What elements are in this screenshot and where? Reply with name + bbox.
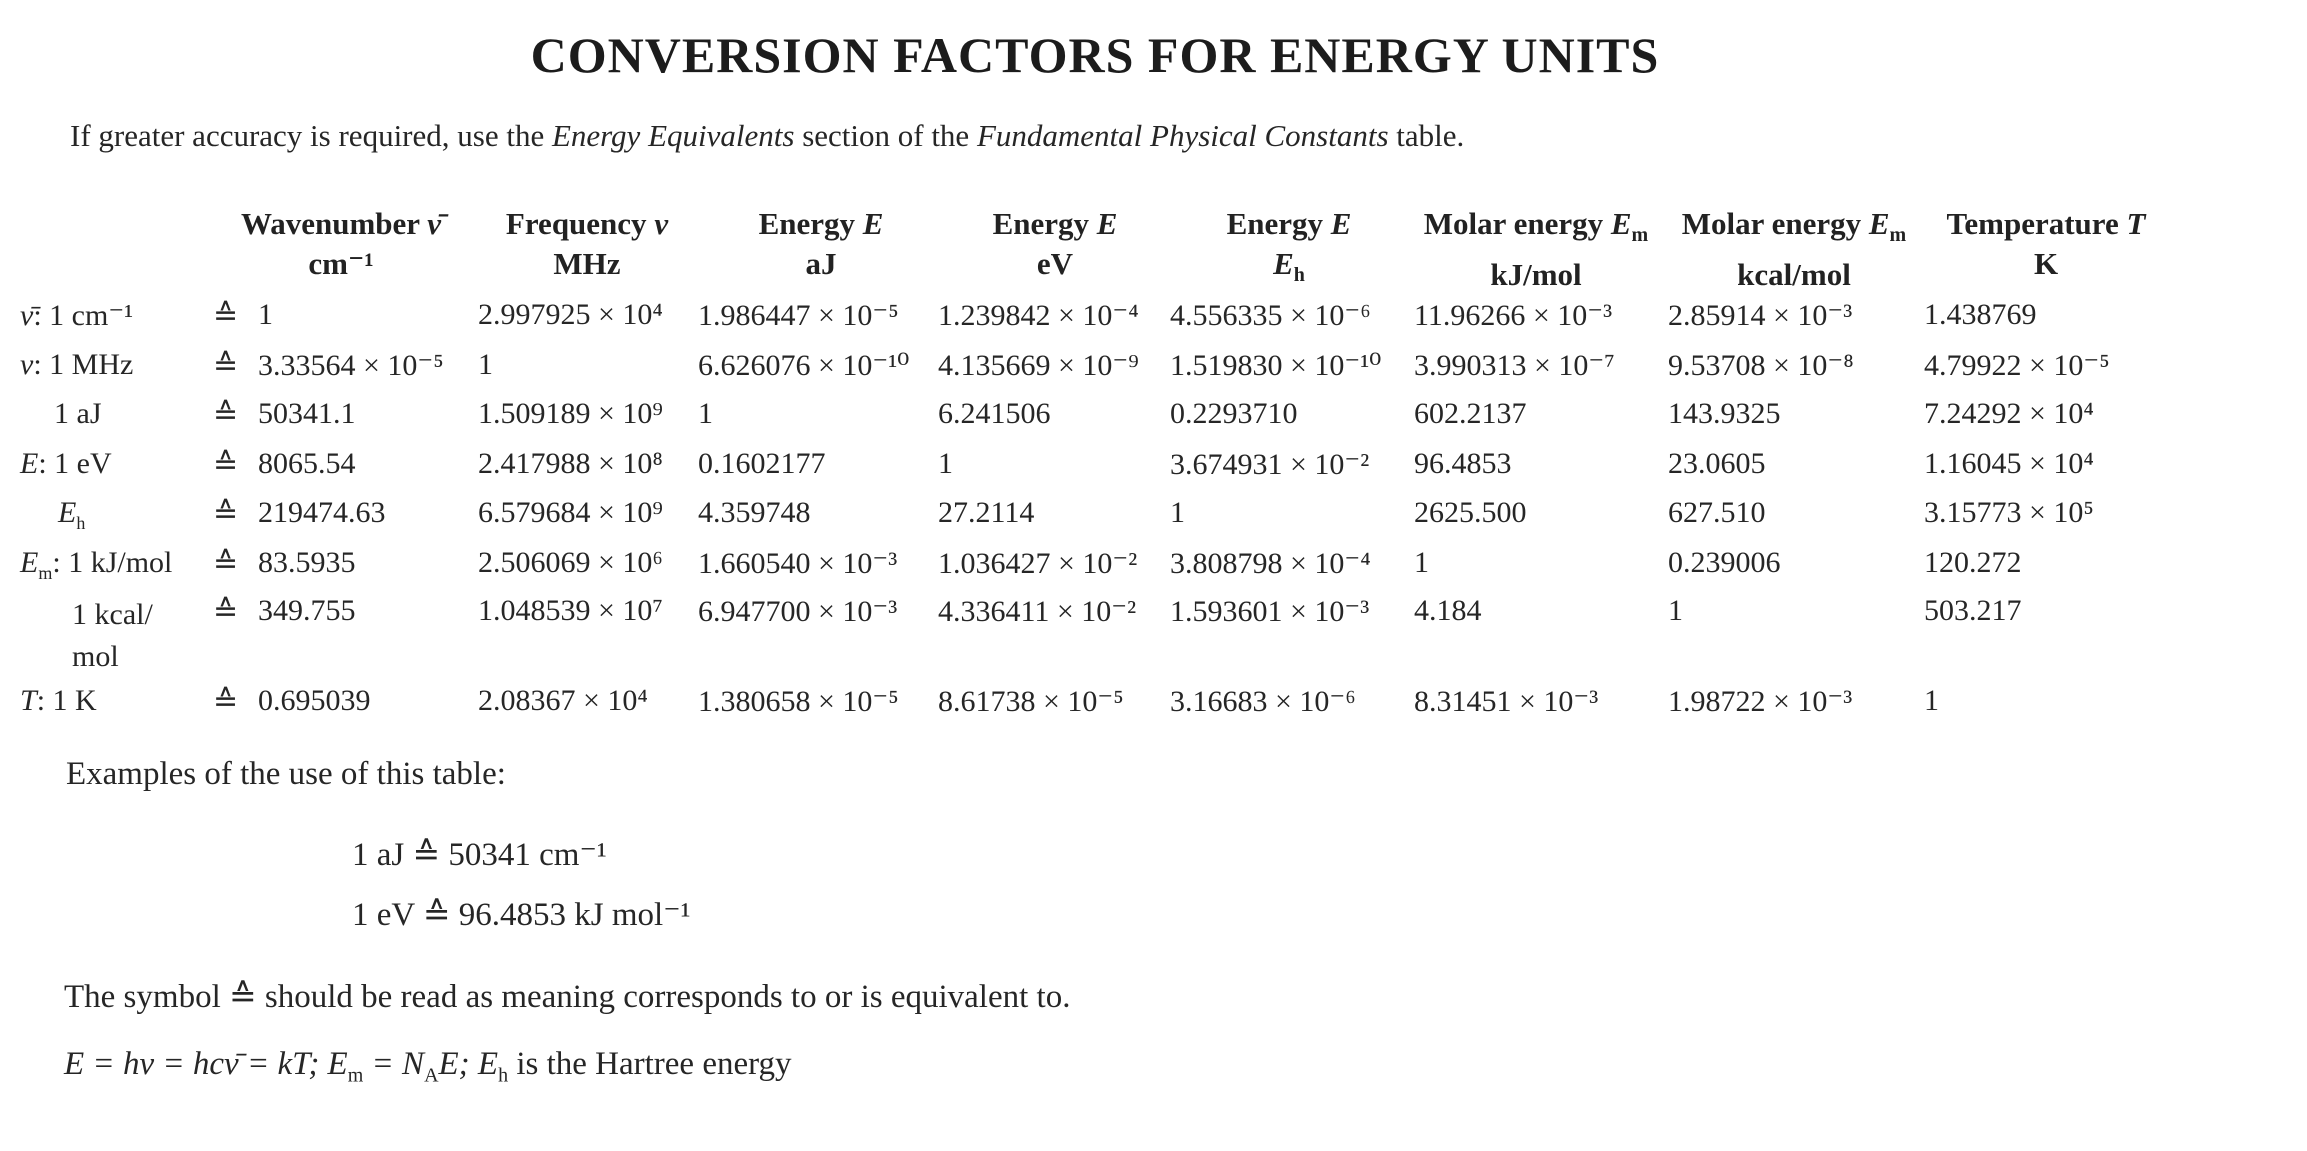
equiv-symbol: ≙ xyxy=(213,398,239,431)
column-unit: E xyxy=(1273,246,1294,281)
table-cell: 1 xyxy=(478,348,493,381)
table-cell: 1 xyxy=(698,397,713,430)
column-header-energy-ev xyxy=(940,204,1170,284)
column-name: Molar energy xyxy=(1423,206,1604,241)
column-unit: eV xyxy=(1036,246,1074,281)
column-name: Frequency xyxy=(505,206,647,241)
table-cell: 50341.1 xyxy=(258,397,356,430)
table-cell: 2625.500 xyxy=(1414,496,1527,529)
table-cell: 7.24292 × 10⁴ xyxy=(1924,397,2094,430)
column-header-temperature xyxy=(1928,204,2164,284)
table-cell: 2.85914 × 10⁻³ xyxy=(1668,299,1853,332)
intro-text xyxy=(70,118,1464,154)
table-cell: 1.98722 × 10⁻³ xyxy=(1668,685,1853,718)
table-cell: 1.239842 × 10⁻⁴ xyxy=(938,299,1139,332)
table-cell: 1 xyxy=(1924,684,1939,717)
table-cell: 4.359748 xyxy=(698,496,811,529)
table-cell: 6.626076 × 10⁻¹⁰ xyxy=(698,349,910,382)
table-cell: 1.986447 × 10⁻⁵ xyxy=(698,299,899,332)
column-name: Energy xyxy=(1226,206,1323,241)
table-cell: 1.509189 × 10⁹ xyxy=(478,397,663,430)
note-text: The symbol xyxy=(64,979,229,1015)
table-cell: 1.519830 × 10⁻¹⁰ xyxy=(1170,349,1382,382)
table-row-hartree xyxy=(0,496,2307,536)
column-name: Energy xyxy=(758,206,855,241)
column-header-energy-hartree xyxy=(1174,204,1404,295)
page-title: CONVERSION FACTORS FOR ENERGY UNITS xyxy=(530,27,1660,83)
column-symbol: ν xyxy=(654,206,669,241)
row-label: E: 1 eV xyxy=(20,447,112,480)
row-label: $E_h$ xyxy=(58,496,86,533)
table-cell: 1.036427 × 10⁻² xyxy=(938,547,1138,580)
table-cell: 1.16045 × 10⁴ xyxy=(1924,447,2094,480)
row-label: ν: 1 MHz xyxy=(20,348,134,381)
equiv-symbol: ≙ xyxy=(213,349,239,382)
table-cell: 2.08367 × 10⁴ xyxy=(478,684,648,717)
table-cell: 1.660540 × 10⁻³ xyxy=(698,547,898,580)
row-label: T: 1 K xyxy=(20,684,97,717)
column-symbol: E xyxy=(1868,206,1890,241)
equiv-symbol: ≙ xyxy=(213,595,239,628)
column-header-wavenumber xyxy=(218,204,464,284)
table-row-attojoule xyxy=(0,397,2307,437)
examples-heading: Examples of the use of this table: xyxy=(66,756,506,792)
row-label: ν̄: 1 cm⁻¹ xyxy=(20,299,134,332)
table-cell: 6.947700 × 10⁻³ xyxy=(698,595,898,628)
intro-middle: section of the xyxy=(794,118,977,153)
table-cell: 4.336411 × 10⁻² xyxy=(938,595,1137,628)
column-header-molar-energy-kcal xyxy=(1664,204,1924,295)
equiv-symbol: ≙ xyxy=(213,448,239,481)
table-cell: 8065.54 xyxy=(258,447,356,480)
table-cell: 602.2137 xyxy=(1414,397,1527,430)
table-cell: 6.241506 xyxy=(938,397,1051,430)
table-cell: 349.755 xyxy=(258,594,356,627)
table-cell: 143.9325 xyxy=(1668,397,1781,430)
column-unit: K xyxy=(2033,246,2059,281)
column-header-energy-aj xyxy=(706,204,936,284)
table-row-kilocalorie-per-mol xyxy=(0,594,2307,673)
table-cell: 627.510 xyxy=(1668,496,1766,529)
column-header-molar-energy-kj xyxy=(1406,204,1666,295)
table-cell: 1.438769 xyxy=(1924,298,2037,331)
table-cell: 8.61738 × 10⁻⁵ xyxy=(938,685,1124,718)
table-cell: 3.15773 × 10⁵ xyxy=(1924,496,2094,529)
table-cell: 4.184 xyxy=(1414,594,1482,627)
equiv-symbol: ≙ xyxy=(228,979,257,1015)
column-name: Wavenumber xyxy=(240,206,420,241)
example-line-aj: 1 aJ ≙ 50341 cm⁻¹ xyxy=(352,837,607,873)
column-unit: cm⁻¹ xyxy=(308,246,374,281)
column-symbol: T xyxy=(2126,206,2146,241)
column-unit: aJ xyxy=(805,246,837,281)
column-symbol: ν̄ xyxy=(427,206,442,241)
intro-ref-constants-table: Fundamental Physical Constants xyxy=(976,118,1389,153)
intro-prefix: If greater accuracy is required, use the xyxy=(70,118,552,153)
table-cell: 1 xyxy=(938,447,953,480)
symbol-note xyxy=(64,976,1070,1016)
row-label: 1 kcal/ mol xyxy=(72,598,153,673)
row-label: 1 aJ xyxy=(54,397,102,430)
column-name: Energy xyxy=(992,206,1089,241)
table-cell: 83.5935 xyxy=(258,546,356,579)
intro-ref-energy-equivalents: Energy Equivalents xyxy=(551,118,795,153)
table-cell: 3.33564 × 10⁻⁵ xyxy=(258,349,444,382)
column-symbol: E xyxy=(1096,206,1118,241)
table-cell: 3.16683 × 10⁻⁶ xyxy=(1170,685,1356,718)
table-cell: 2.997925 × 10⁴ xyxy=(478,298,663,331)
table-cell: 1.593601 × 10⁻³ xyxy=(1170,595,1370,628)
table-cell: 219474.63 xyxy=(258,496,386,529)
row-label: $E_m$: 1 kJ/mol xyxy=(20,546,173,583)
note-text: should be read as meaning corresponds to or is equivalent to. xyxy=(256,979,1071,1015)
equiv-symbol: ≙ xyxy=(213,685,239,718)
column-name: Molar energy xyxy=(1681,206,1862,241)
table-cell: 1 xyxy=(258,298,273,331)
table-cell: 0.1602177 xyxy=(698,447,826,480)
table-cell: 3.808798 × 10⁻⁴ xyxy=(1170,547,1371,580)
table-cell: 23.0605 xyxy=(1668,447,1766,480)
column-unit: kcal/mol xyxy=(1737,257,1851,293)
table-cell: 0.2293710 xyxy=(1170,397,1298,430)
column-symbol-sub: m xyxy=(1889,224,1907,247)
table-cell: 4.79922 × 10⁻⁵ xyxy=(1924,349,2110,382)
column-unit: kJ/mol xyxy=(1490,257,1582,293)
table-cell: 3.674931 × 10⁻² xyxy=(1170,448,1370,481)
table-cell: 0.695039 xyxy=(258,684,371,717)
table-cell: 96.4853 xyxy=(1414,447,1512,480)
table-cell: 1 xyxy=(1414,546,1429,579)
table-cell: 2.417988 × 10⁸ xyxy=(478,447,663,480)
formula-note: E = hν = hcν̄ = kT; $E_m = N_AE$; $E_h$ is the Hartree energy xyxy=(64,1046,792,1087)
table-cell: 8.31451 × 10⁻³ xyxy=(1414,685,1599,718)
column-symbol-sub: m xyxy=(1631,224,1649,247)
table-row-electronvolt xyxy=(0,447,2307,487)
table-cell: 9.53708 × 10⁻⁸ xyxy=(1668,349,1854,382)
equiv-symbol: ≙ xyxy=(213,299,239,332)
table-cell: 120.272 xyxy=(1924,546,2022,579)
table-cell: 11.96266 × 10⁻³ xyxy=(1414,299,1613,332)
table-cell: 1.048539 × 10⁷ xyxy=(478,594,663,627)
column-name: Temperature xyxy=(1946,206,2119,241)
table-cell: 3.990313 × 10⁻⁷ xyxy=(1414,349,1615,382)
table-cell: 0.239006 xyxy=(1668,546,1781,579)
table-cell: 27.2114 xyxy=(938,496,1035,529)
table-cell: 2.506069 × 10⁶ xyxy=(478,546,663,579)
table-row-kilojoule-per-mol xyxy=(0,546,2307,586)
column-symbol: E xyxy=(862,206,884,241)
table-cell: 4.135669 × 10⁻⁹ xyxy=(938,349,1139,382)
table-row-kelvin xyxy=(0,684,2307,724)
table-cell: 4.556335 × 10⁻⁶ xyxy=(1170,299,1371,332)
table-row-wavenumber xyxy=(0,298,2307,338)
table-cell: 1 xyxy=(1170,496,1185,529)
column-symbol: E xyxy=(1610,206,1632,241)
intro-suffix: table. xyxy=(1388,118,1465,153)
table-cell: 1.380658 × 10⁻⁵ xyxy=(698,685,899,718)
equiv-symbol: ≙ xyxy=(213,497,239,530)
table-cell: 1 xyxy=(1668,594,1683,627)
table-cell: 6.579684 × 10⁹ xyxy=(478,496,663,529)
column-symbol: E xyxy=(1330,206,1352,241)
example-line-ev: 1 eV ≙ 96.4853 kJ mol⁻¹ xyxy=(352,897,691,933)
equiv-symbol: ≙ xyxy=(213,547,239,580)
table-row-frequency xyxy=(0,348,2307,388)
column-header-frequency xyxy=(474,204,700,284)
column-unit-sub: h xyxy=(1293,264,1305,287)
table-cell: 503.217 xyxy=(1924,594,2022,627)
column-unit: MHz xyxy=(553,246,621,281)
